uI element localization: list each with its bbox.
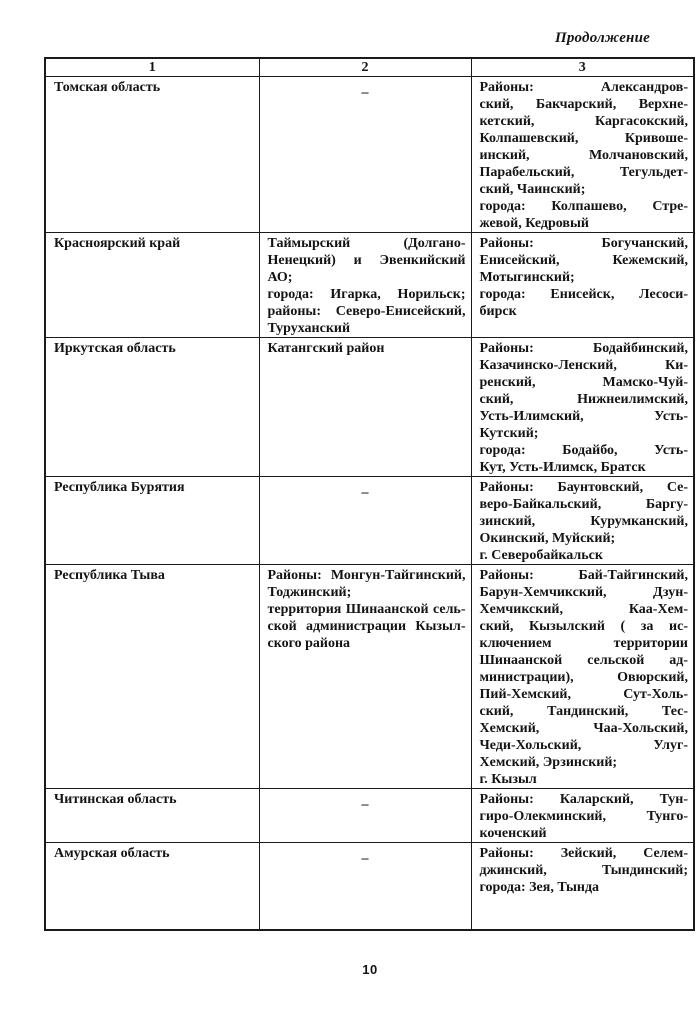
text-line: ской администрации Кызыл-: [267, 619, 466, 634]
region-cell: Читинская область: [45, 789, 259, 843]
continuation-label: Продолжение: [554, 30, 650, 46]
text-line: Шинаанской сельской ад-: [479, 653, 688, 668]
text-line: Катангский район: [267, 341, 385, 356]
autonomy-cell: [259, 338, 471, 477]
text-line: коченский: [479, 826, 547, 841]
table-row: [45, 843, 694, 930]
table-row: [45, 338, 694, 477]
text-line: города: Колпашево, Стре-: [479, 199, 688, 214]
text-line: зинский, Курумканский,: [479, 514, 688, 529]
text-line: Чеди-Хольский, Улуг-: [479, 738, 688, 753]
text-line: территория Шинаанской сель-: [267, 602, 466, 617]
districts-cell: [471, 338, 694, 477]
text-line: Кут, Усть-Илимск, Братск: [479, 460, 646, 475]
text-line: Районы: Бодайбинский,: [479, 341, 688, 356]
page-number: 10: [362, 962, 378, 977]
text-line: Туруханский: [267, 321, 351, 336]
text-line: ключением территории: [479, 636, 688, 651]
text-line: города: Бодайбо, Усть-: [479, 443, 688, 458]
text-line: Пий-Хемский, Сут-Холь-: [479, 687, 688, 702]
table-row: [45, 477, 694, 565]
text-line: Хемчикский, Каа-Хем-: [479, 602, 688, 617]
region-cell: Томская область: [45, 77, 259, 233]
region-cell: Иркутская область: [45, 338, 259, 477]
text-line: города: Енисейск, Лесоси-: [479, 287, 688, 302]
autonomy-cell: –: [259, 843, 471, 930]
autonomy-cell: –: [259, 789, 471, 843]
table-row: [45, 565, 694, 789]
autonomy-cell: [259, 565, 471, 789]
text-line: Районы: Бай-Тайгинский,: [479, 568, 688, 583]
region-cell: Республика Тыва: [45, 565, 259, 789]
text-line: ский, Нижнеилимский,: [479, 392, 688, 407]
text-line: министрации), Овюрский,: [479, 670, 688, 685]
text-line: Районы: Каларский, Тун-: [479, 792, 688, 807]
text-line: Ненецкий) и Эвенкийский: [267, 253, 466, 268]
text-line: ский, Кызылский ( за ис-: [479, 619, 688, 634]
districts-cell: [471, 843, 694, 930]
text-line: города: Зея, Тында: [479, 880, 600, 895]
text-line: ского района: [267, 636, 351, 651]
column-header-2: 2: [259, 58, 471, 77]
text-line: Районы: Зейский, Селем-: [479, 846, 688, 861]
text-line: веро-Байкальский, Баргу-: [479, 497, 688, 512]
text-line: ренский, Мамско-Чуй-: [479, 375, 688, 390]
regions-table: [44, 57, 695, 931]
region-cell: Амурская область: [45, 843, 259, 930]
text-line: Казачинско-Ленский, Ки-: [479, 358, 688, 373]
text-line: Колпашевский, Кривоше-: [479, 131, 688, 146]
districts-cell: [471, 477, 694, 565]
districts-cell: [471, 789, 694, 843]
text-line: Парабельский, Тегульдет-: [479, 165, 688, 180]
text-line: джинский, Тындинский;: [479, 863, 688, 878]
text-line: кетский, Каргасокский,: [479, 114, 688, 129]
text-line: бирск: [479, 304, 517, 319]
text-line: Хемский, Чаа-Хольский,: [479, 721, 688, 736]
text-line: Кутский;: [479, 426, 539, 441]
autonomy-cell: [259, 233, 471, 338]
column-header-3: 3: [471, 58, 694, 77]
table-row: [45, 789, 694, 843]
text-line: ский, Чаинский;: [479, 182, 586, 197]
text-line: ский, Бакчарский, Верхне-: [479, 97, 688, 112]
text-line: АО;: [267, 270, 293, 285]
table-row: [45, 77, 694, 233]
text-line: Усть-Илимский, Усть-: [479, 409, 688, 424]
region-cell: Красноярский край: [45, 233, 259, 338]
text-line: ский, Тандинский, Тес-: [479, 704, 688, 719]
text-line: Районы: Александров-: [479, 80, 688, 95]
text-line: Хемский, Эрзинский;: [479, 755, 618, 770]
text-line: Таймырский (Долгано-: [267, 236, 466, 251]
text-line: города: Игарка, Норильск;: [267, 287, 466, 302]
table-body: [45, 77, 694, 930]
table-row: [45, 233, 694, 338]
text-line: жевой, Кедровый: [479, 216, 589, 231]
text-line: Районы: Монгун-Тайгинский,: [267, 568, 466, 583]
text-line: инский, Молчановский,: [479, 148, 688, 163]
text-line: г. Кызыл: [479, 772, 537, 787]
autonomy-cell: –: [259, 77, 471, 233]
column-header-1: 1: [45, 58, 259, 77]
text-line: гиро-Олекминский, Тунго-: [479, 809, 688, 824]
region-cell: Республика Бурятия: [45, 477, 259, 565]
text-line: Барун-Хемчикский, Дзун-: [479, 585, 688, 600]
header-row: [45, 58, 694, 77]
districts-cell: [471, 77, 694, 233]
text-line: Окинский, Муйский;: [479, 531, 616, 546]
text-line: Енисейский, Кежемский,: [479, 253, 688, 268]
districts-cell: [471, 233, 694, 338]
text-line: г. Северобайкальск: [479, 548, 603, 563]
text-line: Мотыгинский;: [479, 270, 575, 285]
text-line: Районы: Баунтовский, Се-: [479, 480, 688, 495]
autonomy-cell: –: [259, 477, 471, 565]
text-line: Районы: Богучанский,: [479, 236, 688, 251]
districts-cell: [471, 565, 694, 789]
text-line: Тоджинский;: [267, 585, 352, 600]
text-line: районы: Северо-Енисейский,: [267, 304, 466, 319]
